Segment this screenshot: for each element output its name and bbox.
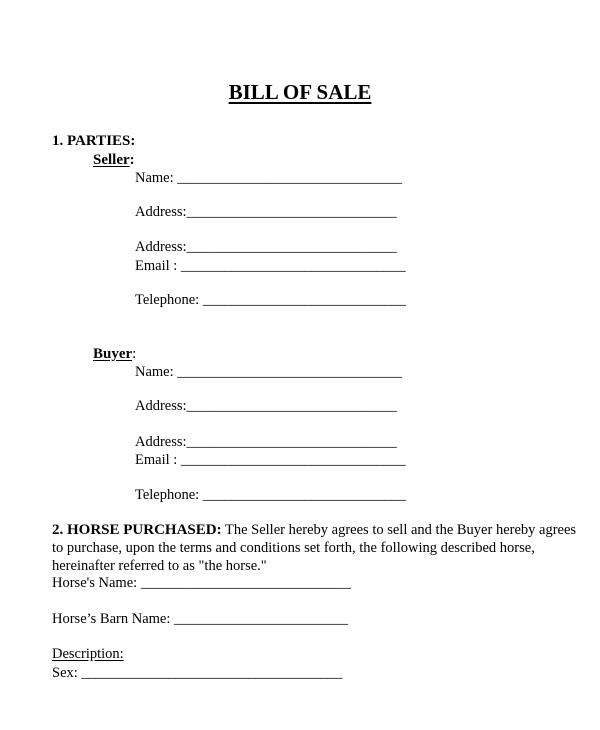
horse-name-field: Horse's Name: _____________________________ <box>52 575 352 591</box>
horse-purchased-paragraph <box>52 521 577 575</box>
section-horse-heading: 2. HORSE PURCHASED: <box>52 522 222 538</box>
seller-name-field: Name: _______________________________ <box>135 170 403 186</box>
buyer-email-field: Email : _______________________________ <box>135 452 406 468</box>
description-label: Description: <box>52 646 124 662</box>
section-parties-heading: 1. PARTIES: <box>52 133 136 149</box>
buyer-label: Buyer: <box>93 346 137 362</box>
buyer-address-field-2: Address:_____________________________ <box>135 434 397 450</box>
horse-paragraph-line-3: hereinafter referred to as "the horse." <box>52 558 267 574</box>
horse-paragraph-line-2: to purchase, upon the terms and conditions set forth, the following described horse, <box>52 540 535 556</box>
horse-barn-name-field: Horse’s Barn Name: ________________________ <box>52 611 349 627</box>
seller-address-field-2: Address:_____________________________ <box>135 239 397 255</box>
horse-sex-field: Sex: ____________________________________ <box>52 665 343 681</box>
buyer-address-field: Address:_____________________________ <box>135 398 397 414</box>
buyer-name-field: Name: _______________________________ <box>135 364 403 380</box>
seller-label: Seller: <box>93 152 135 168</box>
seller-email-field: Email : _______________________________ <box>135 258 406 274</box>
horse-paragraph-line-1: The Seller hereby agrees to sell and the Buyer hereby agrees <box>221 522 577 538</box>
document-title: BILL OF SALE <box>228 80 372 104</box>
seller-telephone-field: Telephone: ____________________________ <box>135 292 406 308</box>
seller-address-field: Address:_____________________________ <box>135 204 397 220</box>
buyer-telephone-field: Telephone: ____________________________ <box>135 487 406 503</box>
